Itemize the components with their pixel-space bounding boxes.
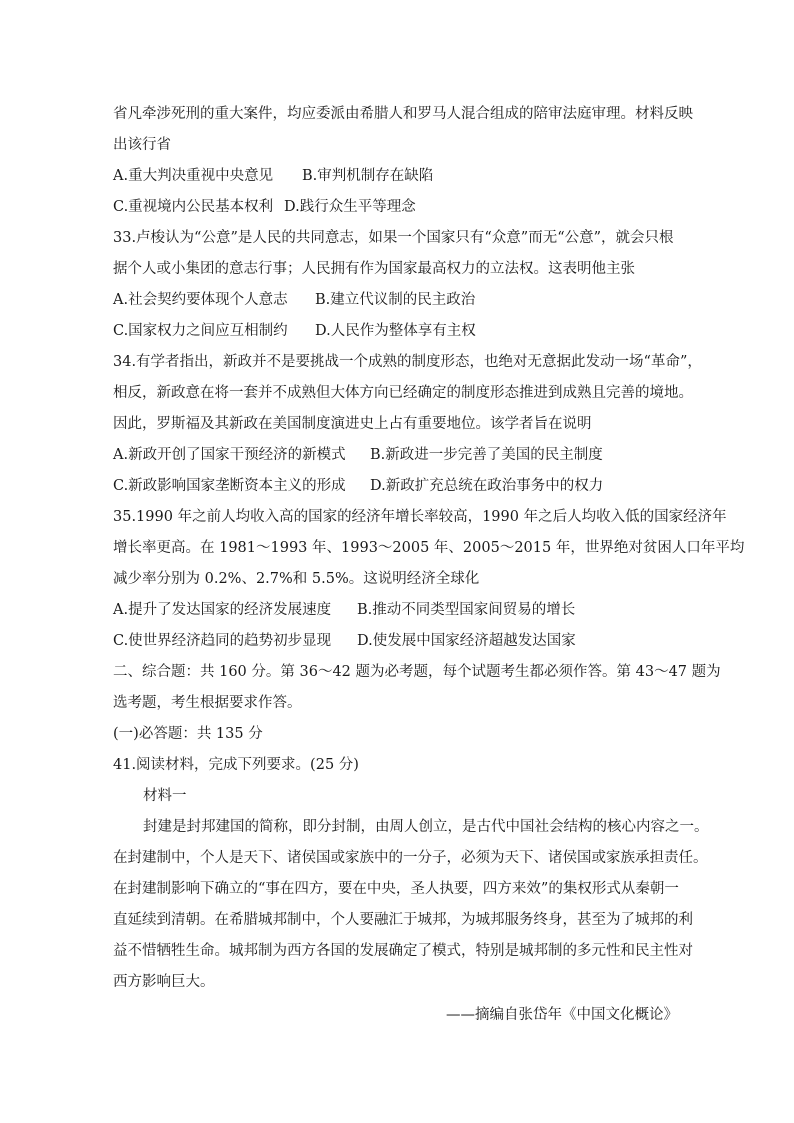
q32-option-a: A.重大判决重视中央意见 (113, 168, 274, 184)
material-title: 材料一 (143, 788, 187, 804)
q32-option-c: C.重视境内公民基本权利 (113, 199, 274, 215)
q33-option-d: D.人民作为整体享有主权 (315, 323, 476, 339)
q33-option-a: A.社会契约要体现个人意志 (113, 292, 288, 308)
section-2-line-2: 选考题，考生根据要求作答。 (113, 695, 302, 711)
q33-option-b: B.建立代议制的民主政治 (315, 292, 476, 308)
q35-option-b: B.推动不同类型国家间贸易的增长 (357, 602, 576, 618)
q35-line-2: 增长率更高。在 1981～1993 年、1993～2005 年、2005～2015 年，世界绝对贫困人口年平均 (113, 540, 745, 556)
q34-option-c: C.新政影响国家垄断资本主义的形成 (113, 478, 346, 494)
q32-option-d: D.践行众生平等理念 (284, 199, 416, 215)
material-paragraph-line-3: 在封建制影响下确立的“事在四方，要在中央，圣人执要，四方来效”的集权形式从秦朝一 (113, 881, 679, 897)
q35-line-1: 35.1990 年之前人均收入高的国家的经济年增长率较高，1990 年之后人均收入低的国家经济年 (113, 509, 727, 525)
q34-line-2: 相反，新政意在将一套并不成熟但大体方向已经确定的制度形态推进到成熟且完善的境地。 (113, 385, 693, 401)
q34-option-a: A.新政开创了国家干预经济的新模式 (113, 447, 346, 463)
q32-option-b: B.审判机制存在缺陷 (302, 168, 434, 184)
q33-line-2: 据个人或小集团的意志行事；人民拥有作为国家最高权力的立法权。这表明他主张 (113, 261, 635, 277)
material-source: ——摘编自张岱年《中国文化概论》 (446, 1007, 678, 1023)
intro-line-2: 出该行省 (113, 137, 171, 153)
intro-line-1: 省凡牵涉死刑的重大案件，均应委派由希腊人和罗马人混合组成的陪审法庭审理。材料反映 (113, 106, 693, 122)
q34-option-d: D.新政扩充总统在政治事务中的权力 (370, 478, 604, 494)
section-2-required-heading: (一)必答题：共 135 分 (113, 726, 263, 742)
q35-option-a: A.提升了发达国家的经济发展速度 (113, 602, 332, 618)
q33-option-c: C.国家权力之间应互相制约 (113, 323, 288, 339)
q34-option-b: B.新政进一步完善了美国的民主制度 (370, 447, 603, 463)
q41-stem: 41.阅读材料，完成下列要求。(25 分) (113, 757, 359, 773)
material-paragraph-line-2: 在封建制中，个人是天下、诸侯国或家族中的一分子，必须为天下、诸侯国或家族承担责任。 (113, 850, 708, 866)
section-2-line-1: 二、综合题：共 160 分。第 36～42 题为必考题，每个试题考生都必须作答。第 43～47 题为 (113, 664, 721, 680)
material-paragraph-line-4: 直延续到清朝。在希腊城邦制中，个人要融汇于城邦，为城邦服务终身，甚至为了城邦的利 (113, 912, 693, 928)
q35-option-d: D.使发展中国家经济超越发达国家 (357, 633, 576, 649)
q35-line-3: 减少率分别为 0.2%、2.7%和 5.5%。这说明经济全球化 (113, 571, 480, 587)
q33-line-1: 33.卢梭认为“公意”是人民的共同意志，如果一个国家只有“众意”而无“公意”，就会只根 (113, 230, 674, 246)
q34-line-1: 34.有学者指出，新政并不是要挑战一个成熟的制度形态，也绝对无意据此发动一场“革命”， (113, 354, 702, 370)
q35-option-c: C.使世界经济趋同的趋势初步显现 (113, 633, 332, 649)
material-paragraph-line-6: 西方影响巨大。 (113, 974, 215, 990)
material-paragraph-line-5: 益不惜牺牲生命。城邦制为西方各国的发展确定了模式，特别是城邦制的多元性和民主性对 (113, 943, 693, 959)
q34-line-3: 因此，罗斯福及其新政在美国制度演进史上占有重要地位。该学者旨在说明 (113, 416, 592, 432)
material-paragraph-line-1: 封建是封邦建国的简称，即分封制，由周人创立，是古代中国社会结构的核心内容之一。 (143, 819, 709, 835)
